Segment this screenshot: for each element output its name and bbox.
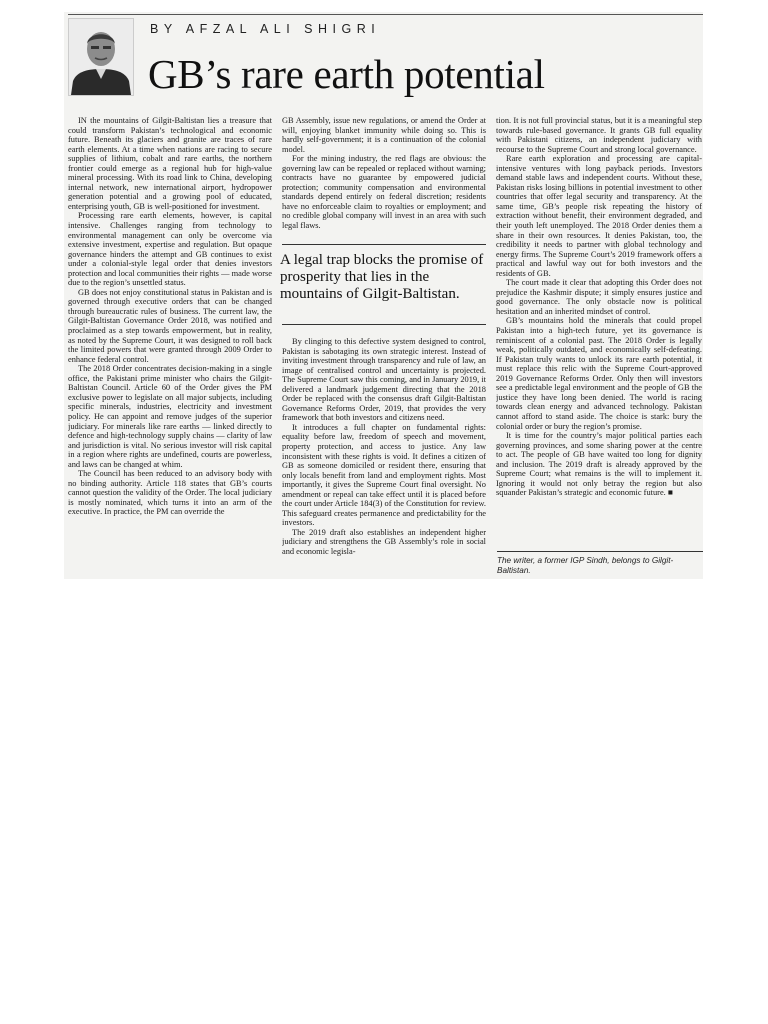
- author-credit: The writer, a former IGP Sindh, belongs to Gilgit-Baltistan.: [497, 556, 674, 575]
- paragraph: GB Assembly, issue new regulations, or amend the Order at will, enjoying blanket immunity while doing so. This is hardly self-government; it is a continuation of the colonial model.: [282, 116, 486, 154]
- paragraph: GB’s mountains hold the minerals that could propel Pakistan into a high-tech future, yet its governance is reminiscent of a colonial past. The 2018 Order is legally weak, politically outdated, and economically self-defeating. If Pakistan truly wants to unlock its rare earth potential, it must replace this relic with the Supreme Court-approved 2019 Governance Reforms Order. Only then will investors see a predictable legal environment and the people of GB the justice they have long been denied. The world is racing towards clean energy and advanced technology. Pakistan cannot afford to stand aside. The choice is stark: bury the colonial order or bury the region’s promise.: [496, 316, 702, 431]
- paragraph: IN the mountains of Gilgit-Baltistan lies a treasure that could transform Pakistan’s technological and economic future. Beneath its glaciers and granite are traces of rare earth elements. At a time when nations are racing to secure supplies of lithium, cobalt and rare earths, the northern frontier could emerge as a regional hub for high-value mineral processing. With its road link to China, developing internal network, new international airport, hydropower generation potential and a growing pool of educated, enterprising youth, GB is well-positioned for investment.: [68, 116, 272, 211]
- paragraph: It introduces a full chapter on fundamental rights: equality before law, freedom of speech and movement, property protection, and access to justice. Any law inconsistent with these rights is void. It defines a citizen of GB as someone domiciled or resident there, ensuring that only locals benefit from land and employment rights. Most importantly, it gives the Supreme Court final oversight. No amendment or repeal can take effect until it is placed before the court under Article 184(3) of the Constitution for review. This safeguard creates permanence and predictability for the investors.: [282, 422, 486, 528]
- article-column-2-top: [282, 116, 486, 262]
- paragraph: Rare earth exploration and processing are capital-intensive ventures with long payback periods. Investors demand stable laws and independent courts. Without these, Pakistan risks losing billions in potential investment to other countries that offer legal security and transparency. At the same time, GB’s people risk repeating the history of extraction without benefit, their environment degraded, and their youth left unemployed. The 2018 Order denies them a share in their own resources. It denies Pakistan, too, the credibility it needs to partner with global technology and energy firms. The Supreme Court’s 2019 framework offers a practical and lawful way out for both investors and the residents of GB.: [496, 154, 702, 278]
- paragraph: The 2019 draft also establishes an independent higher judiciary and strengthens the GB Assembly’s role in social and economic legisla-: [282, 527, 486, 557]
- paragraph: It is time for the country’s major political parties each governing provinces, and some sharing power at the centre to act. The people of GB have waited too long for dignity and inclusion. The 2019 draft is already approved by the Supreme Court; what remains is the will to implement it. Ignoring it would not only betray the region but also squander Pakistan’s strategic and economic future. ■: [496, 431, 702, 498]
- paragraph: The Council has been reduced to an advisory body with no binding authority. Article 118 states that GB’s courts cannot question the validity of the Order. The local judiciary is mostly nominated, which turns it into an arm of the executive. In practice, the PM can override the: [68, 469, 272, 517]
- paragraph: Processing rare earth elements, however, is capital intensive. Challenges ranging from technology to environmental management can only be overcome via extensive investment, expertise and regulation. But opaque governance hinders the attempt and GB continues to exist under a colonial-style legal order that denies investors protection and local communities their rights — made worse due to the region’s unsettled status.: [68, 211, 272, 288]
- pull-quote-bottom-rule: [282, 324, 486, 325]
- pull-quote: A legal trap blocks the promise of prosperity that lies in the mountains of Gilgit-Baltistan.: [280, 252, 484, 302]
- article-column-2-bottom: [282, 337, 486, 569]
- author-portrait-image: [69, 19, 133, 95]
- byline: BY AFZAL ALI SHIGRI: [150, 22, 381, 36]
- article-column-1: [68, 116, 272, 579]
- article-column-3: [496, 116, 702, 546]
- paragraph: By clinging to this defective system designed to control, Pakistan is sabotaging its own strategic interest. Instead of inviting investment through transparency and rule of law, an image of centralised control and uncertainty is projected. The Supreme Court saw this coming, and in January 2019, it delivered a landmark judgement directing that the 2018 Order be replaced with the consensus draft Gilgit-Baltistan Governance Reforms Order, 2019, that provides the very framework that both investors and citizens need.: [282, 337, 486, 423]
- headline: GB’s rare earth potential: [148, 51, 545, 97]
- top-rule: [68, 14, 703, 15]
- credit-rule: [497, 551, 703, 552]
- paragraph: tion. It is not full provincial status, but it is a meaningful step towards rule-based governance. It grants GB full equality with Pakistani citizens, an independent judiciary with recourse to the Supreme Court and strong local governance.: [496, 116, 702, 154]
- paragraph: For the mining industry, the red flags are obvious: the governing law can be repealed or replaced without warning; contracts have no guarantee by empowered judicial protection; community compensation and environmental standards depend entirely on federal discretion; residents have no enforceable claim to royalties or employment; and no credible global company will invest in an area with such legal flaws.: [282, 154, 486, 231]
- paragraph: GB does not enjoy constitutional status in Pakistan and is governed through executive orders that can be changed through bureaucratic rules of business. The current law, the Gilgit-Baltistan Governance Order 2018, was notified and proclaimed as a step towards empowerment, but in reality, as noted by the Supreme Court, it was designed to roll back the limited powers that were granted through 2009 Order to enhance federal control.: [68, 287, 272, 364]
- author-photo: [68, 18, 134, 96]
- paragraph: The court made it clear that adopting this Order does not prejudice the Kashmir dispute; it simply ensures justice and good governance. The only obstacle now is political hesitation and an inherited mindset of control.: [496, 278, 702, 316]
- paragraph: The 2018 Order concentrates decision-making in a single office, the Pakistani prime minister who chairs the Gilgit-Baltistan Council. Article 60 of the Order gives the PM exclusive power to legislate on all major subjects, including specific minerals, industries, electricity and investment policy. He can appoint and remove judges of the superior judiciary. For minerals like rare earths — linked directly to defence and high-technology supply chains — clarity of law and jurisdiction is vital. No serious investor will risk capital in a region where rights are undefined, courts are powerless, and laws can be changed at whim.: [68, 364, 272, 469]
- pull-quote-top-rule: [282, 244, 486, 245]
